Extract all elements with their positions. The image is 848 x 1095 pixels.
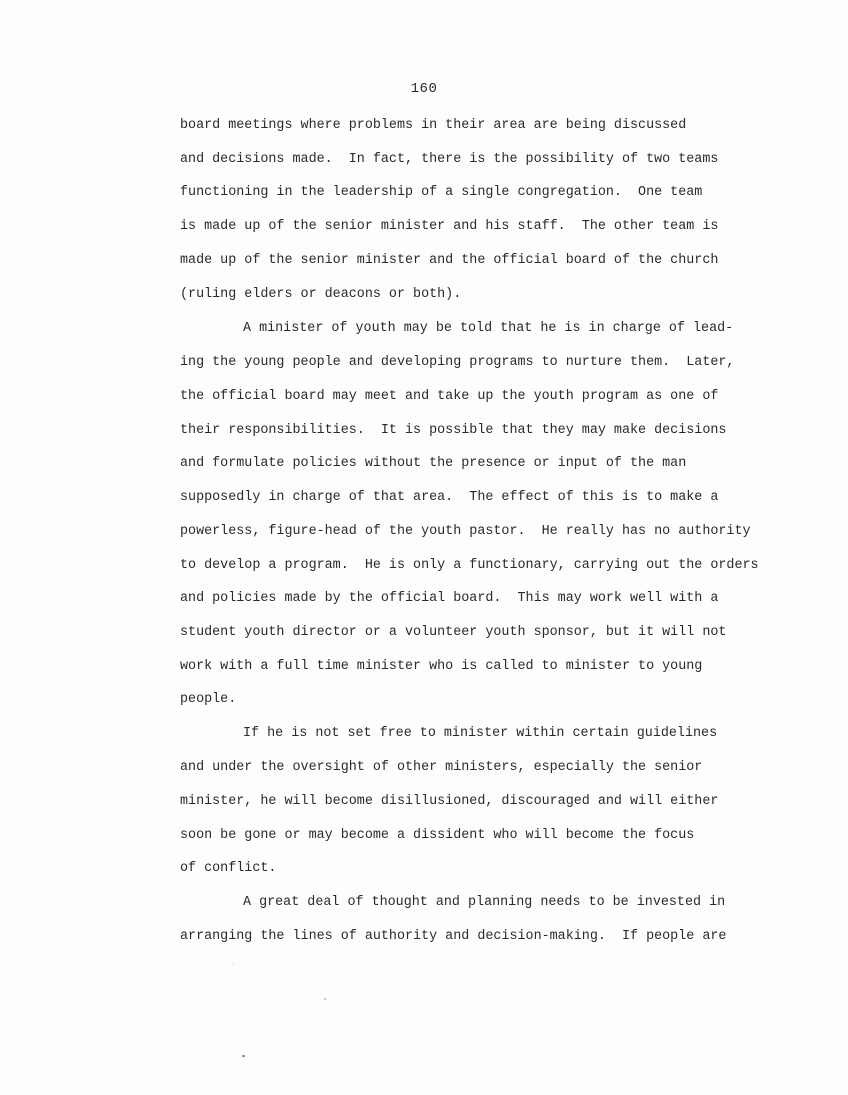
text-line: (ruling elders or deacons or both). <box>180 287 462 302</box>
text-line: to develop a program. He is only a functionary, carrying out the orders <box>180 558 759 573</box>
text-line: and formulate policies without the presence or input of the man <box>180 456 687 471</box>
scan-speck <box>233 962 234 965</box>
text-line: A minister of youth may be told that he is in charge of lead- <box>243 321 734 336</box>
text-line: of conflict. <box>180 861 277 876</box>
text-line: minister, he will become disillusioned, discouraged and will either <box>180 794 719 809</box>
text-line: powerless, figure-head of the youth pastor. He really has no authority <box>180 524 751 539</box>
scan-speck <box>242 1055 245 1057</box>
text-line: and policies made by the official board. This may work well with a <box>180 591 719 606</box>
text-line: soon be gone or may become a dissident who will become the focus <box>180 828 695 843</box>
text-line: arranging the lines of authority and decision-making. If people are <box>180 929 727 944</box>
text-line: their responsibilities. It is possible that they may make decisions <box>180 423 727 438</box>
text-line: If he is not set free to minister within certain guidelines <box>243 726 718 741</box>
text-line: A great deal of thought and planning needs to be invested in <box>243 895 726 910</box>
text-line: and under the oversight of other ministers, especially the senior <box>180 760 703 775</box>
text-line: made up of the senior minister and the official board of the church <box>180 253 719 268</box>
text-line: supposedly in charge of that area. The effect of this is to make a <box>180 490 719 505</box>
text-line: people. <box>180 692 237 707</box>
text-line: student youth director or a volunteer youth sponsor, but it will not <box>180 625 727 640</box>
text-line: and decisions made. In fact, there is the possibility of two teams <box>180 152 719 167</box>
text-line: ing the young people and developing programs to nurture them. Later, <box>180 355 735 370</box>
text-line: is made up of the senior minister and his staff. The other team is <box>180 219 719 234</box>
page-number: 160 <box>410 81 438 97</box>
text-line: board meetings where problems in their area are being discussed <box>180 118 687 133</box>
text-line: the official board may meet and take up the youth program as one of <box>180 389 719 404</box>
text-line: work with a full time minister who is called to minister to young <box>180 659 703 674</box>
text-line: functioning in the leadership of a single congregation. One team <box>180 185 703 200</box>
scan-speck <box>324 998 326 1000</box>
